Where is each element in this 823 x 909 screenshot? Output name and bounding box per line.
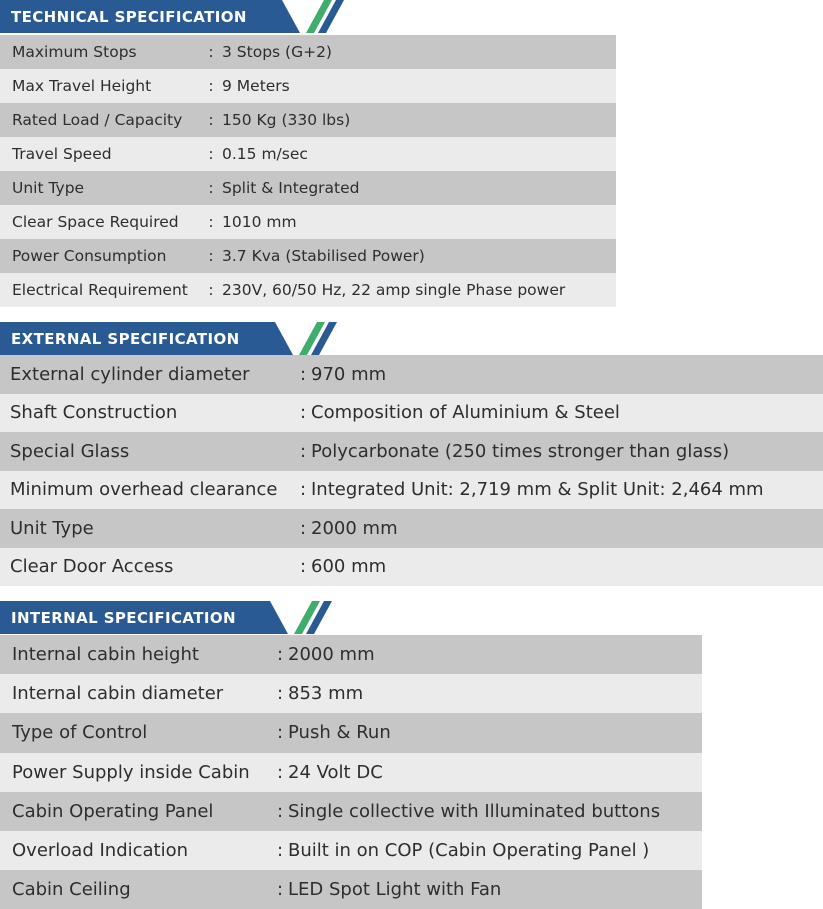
- separator: :: [276, 683, 284, 705]
- separator: :: [299, 402, 307, 424]
- internal-specification-section: [0, 601, 702, 909]
- spec-value: Single collective with Illuminated buttons: [288, 800, 661, 822]
- spec-value: Polycarbonate (250 times stronger than glass): [311, 440, 730, 462]
- spec-value: Push & Run: [288, 722, 391, 744]
- separator: :: [299, 363, 307, 385]
- section-title: EXTERNAL SPECIFICATION: [0, 322, 275, 355]
- section-header: [0, 322, 823, 355]
- spec-label: Clear Door Access: [10, 556, 174, 578]
- spec-value: Split & Integrated: [222, 179, 360, 197]
- spec-label: Power Supply inside Cabin: [12, 761, 250, 783]
- technical-specification-section: [0, 0, 616, 307]
- spec-value: 150 Kg (330 lbs): [222, 111, 351, 129]
- spec-label: Rated Load / Capacity: [12, 111, 183, 129]
- spec-value: 9 Meters: [222, 77, 290, 95]
- stripes-decoration: [282, 0, 352, 33]
- table-row: [0, 355, 823, 394]
- separator: :: [276, 800, 284, 822]
- separator: :: [276, 761, 284, 783]
- spec-value: 853 mm: [288, 683, 364, 705]
- spec-label: External cylinder diameter: [10, 363, 250, 385]
- external-spec-table: [0, 355, 823, 586]
- stripes-decoration: [275, 322, 345, 355]
- spec-label: Power Consumption: [12, 247, 167, 265]
- spec-label: Overload Indication: [12, 840, 189, 862]
- separator: :: [208, 179, 214, 197]
- table-row: [0, 792, 702, 831]
- table-row: [0, 205, 616, 239]
- spec-label: Special Glass: [10, 440, 130, 462]
- separator: :: [299, 556, 307, 578]
- separator: :: [299, 479, 307, 501]
- table-row: [0, 103, 616, 137]
- spec-value: Built in on COP (Cabin Operating Panel ): [288, 840, 650, 862]
- table-row: [0, 432, 823, 471]
- spec-label: Unit Type: [10, 517, 94, 539]
- separator: :: [208, 145, 214, 163]
- external-specification-section: [0, 322, 823, 586]
- spec-value: 2000 mm: [311, 517, 398, 539]
- spec-value: LED Spot Light with Fan: [288, 879, 502, 901]
- separator: :: [299, 517, 307, 539]
- spec-value: 230V, 60/50 Hz, 22 amp single Phase power: [222, 281, 566, 299]
- spec-label: Type of Control: [12, 722, 148, 744]
- spec-value: 600 mm: [311, 556, 387, 578]
- spec-value: 970 mm: [311, 363, 387, 385]
- table-row: [0, 239, 616, 273]
- table-row: [0, 548, 823, 587]
- spec-label: Maximum Stops: [12, 43, 137, 61]
- separator: :: [208, 213, 214, 231]
- spec-label: Unit Type: [12, 179, 85, 197]
- spec-label: Clear Space Required: [12, 213, 179, 231]
- spec-label: Travel Speed: [12, 145, 112, 163]
- technical-spec-table: [0, 35, 616, 307]
- separator: :: [276, 722, 284, 744]
- section-header: [0, 0, 616, 33]
- section-header: [0, 601, 702, 634]
- separator: :: [276, 644, 284, 666]
- separator: :: [276, 879, 284, 901]
- table-row: [0, 35, 616, 69]
- table-row: [0, 870, 702, 909]
- spec-value: 2000 mm: [288, 644, 375, 666]
- spec-label: Minimum overhead clearance: [10, 479, 278, 501]
- table-row: [0, 674, 702, 713]
- spec-label: Electrical Requirement: [12, 281, 188, 299]
- stripes-decoration: [270, 601, 340, 634]
- table-row: [0, 137, 616, 171]
- spec-label: Internal cabin diameter: [12, 683, 224, 705]
- spec-value: 24 Volt DC: [288, 761, 383, 783]
- separator: :: [276, 840, 284, 862]
- table-row: [0, 509, 823, 548]
- spec-label: Max Travel Height: [12, 77, 152, 95]
- spec-label: Cabin Operating Panel: [12, 800, 214, 822]
- spec-value: 1010 mm: [222, 213, 297, 231]
- table-row: [0, 753, 702, 792]
- separator: :: [299, 440, 307, 462]
- section-title: TECHNICAL SPECIFICATION: [0, 0, 282, 33]
- separator: :: [208, 281, 214, 299]
- spec-label: Cabin Ceiling: [12, 879, 131, 901]
- separator: :: [208, 111, 214, 129]
- separator: :: [208, 77, 214, 95]
- internal-spec-table: [0, 635, 702, 909]
- spec-value: 0.15 m/sec: [222, 145, 308, 163]
- spec-value: Composition of Aluminium & Steel: [311, 402, 620, 424]
- spec-label: Shaft Construction: [10, 402, 178, 424]
- spec-label: Internal cabin height: [12, 644, 199, 666]
- separator: :: [208, 247, 214, 265]
- section-title: INTERNAL SPECIFICATION: [0, 601, 270, 634]
- table-row: [0, 713, 702, 752]
- separator: :: [208, 43, 214, 61]
- spec-value: 3.7 Kva (Stabilised Power): [222, 247, 425, 265]
- table-row: [0, 394, 823, 433]
- table-row: [0, 635, 702, 674]
- spec-value: 3 Stops (G+2): [222, 43, 332, 61]
- table-row: [0, 471, 823, 510]
- table-row: [0, 171, 616, 205]
- table-row: [0, 69, 616, 103]
- spec-value: Integrated Unit: 2,719 mm & Split Unit: 2,464 mm: [311, 479, 764, 501]
- table-row: [0, 831, 702, 870]
- table-row: [0, 273, 616, 307]
